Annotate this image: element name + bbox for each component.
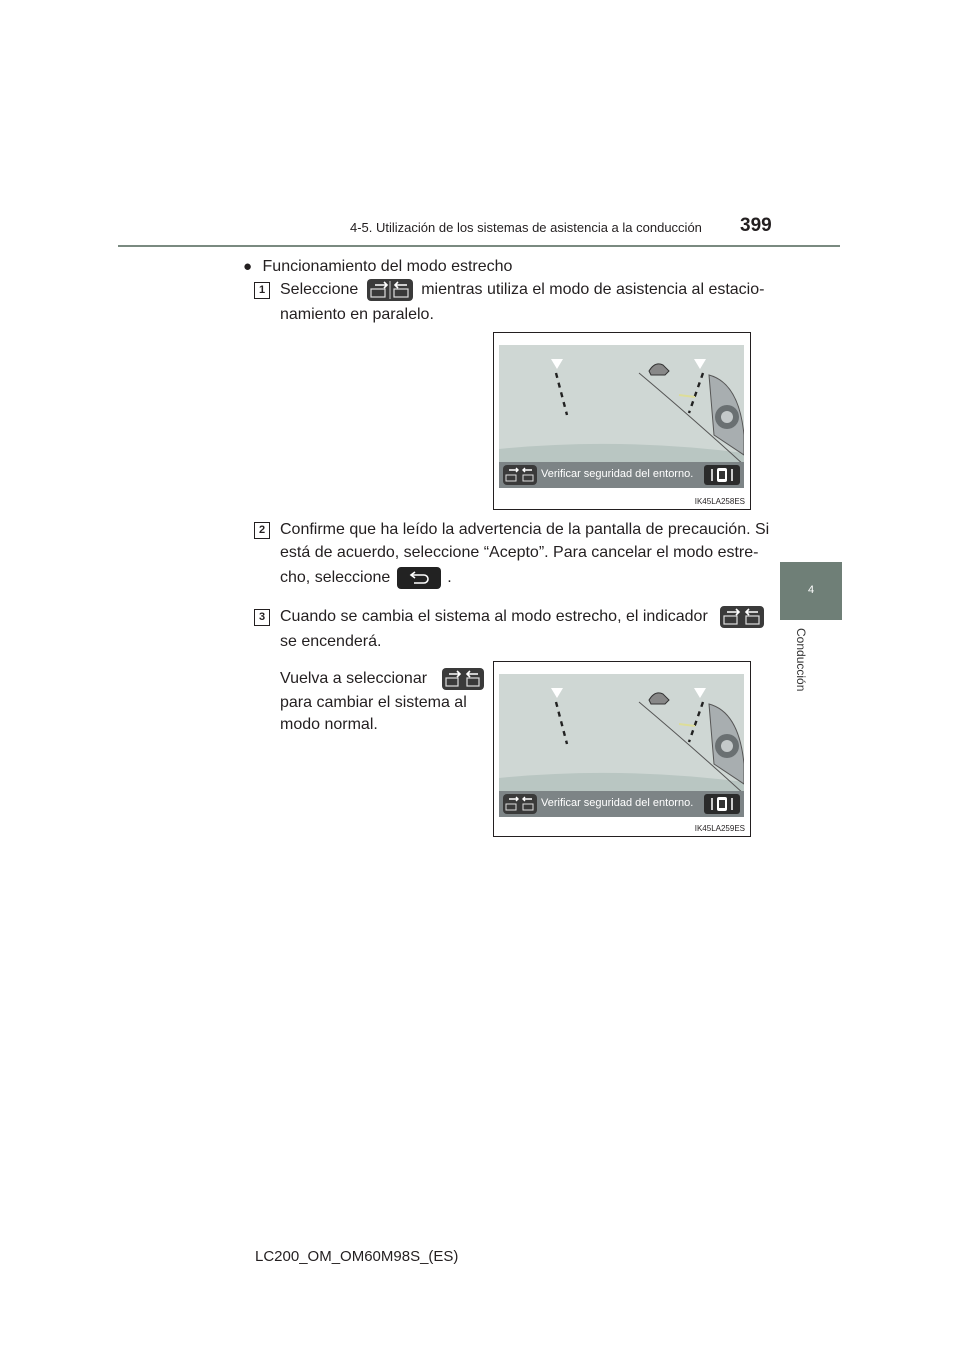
step-3-note-line-1 [280, 666, 484, 692]
chapter-label: Conducción [794, 628, 808, 692]
sensor-indicator-icon [704, 465, 740, 485]
step-2-line-1: Confirme que ha leído la advertencia de la pantalla de precaución. Si [280, 521, 770, 538]
step-3-note-line-3: modo normal. [280, 716, 378, 733]
narrow-mode-parallel-icon [503, 794, 537, 814]
camera-screen-2 [499, 674, 744, 817]
step-2-text-b: . [447, 569, 452, 586]
step-number-3: 3 [254, 609, 270, 626]
step-1-text-a: Seleccione [280, 281, 359, 298]
step-number-1: 1 [254, 282, 270, 299]
step-2-line-3 [280, 565, 452, 591]
narrow-mode-parallel-icon [720, 606, 764, 628]
screen-message-bar-1 [499, 462, 744, 488]
step-2-text-a: cho, seleccione [280, 569, 391, 586]
narrow-mode-parallel-icon [367, 279, 413, 301]
screen-message-bar-2 [499, 791, 744, 817]
step-3-text-a: Cuando se cambia el sistema al modo estrecho, el indicador [280, 608, 708, 625]
step-number-2: 2 [254, 522, 270, 539]
step-1-line-2: namiento en paralelo. [280, 306, 434, 323]
screen-message-1: Verificar seguridad del entorno. [541, 468, 694, 480]
back-arrow-icon [397, 567, 441, 589]
figure-code-2: IK45LA259ES [694, 824, 745, 833]
narrow-mode-parallel-icon [442, 668, 484, 690]
chapter-tab [780, 562, 842, 620]
step-3-note-text-a: Vuelva a seleccionar [280, 670, 428, 687]
narrow-mode-parallel-icon [503, 465, 537, 485]
step-2-line-2: está de acuerdo, seleccione “Acepto”. Para cancelar el modo estre- [280, 544, 759, 561]
figure-2 [493, 661, 751, 837]
step-3-line-1 [280, 604, 764, 630]
figure-code-1: IK45LA258ES [694, 497, 745, 506]
step-3-note-line-2: para cambiar el sistema al [280, 694, 467, 711]
page-number: 399 [740, 215, 772, 236]
heading-text: Funcionamiento del modo estrecho [262, 258, 513, 275]
camera-screen-1 [499, 345, 744, 488]
footer-document-id: LC200_OM_OM60M98S_(ES) [255, 1248, 459, 1265]
header-divider [118, 245, 840, 247]
screen-message-2: Verificar seguridad del entorno. [541, 797, 694, 809]
step-1-text-b: mientras utiliza el modo de asistencia al estacio- [421, 281, 765, 298]
step-1-line-1 [280, 277, 765, 303]
step-3-line-2: se encenderá. [280, 633, 382, 650]
chapter-number: 4 [807, 584, 815, 596]
figure-1 [493, 332, 751, 510]
circle-bullet-icon: ● [243, 258, 253, 275]
sensor-indicator-icon [704, 794, 740, 814]
section-title: 4-5. Utilización de los sistemas de asistencia a la conducción [350, 220, 702, 235]
